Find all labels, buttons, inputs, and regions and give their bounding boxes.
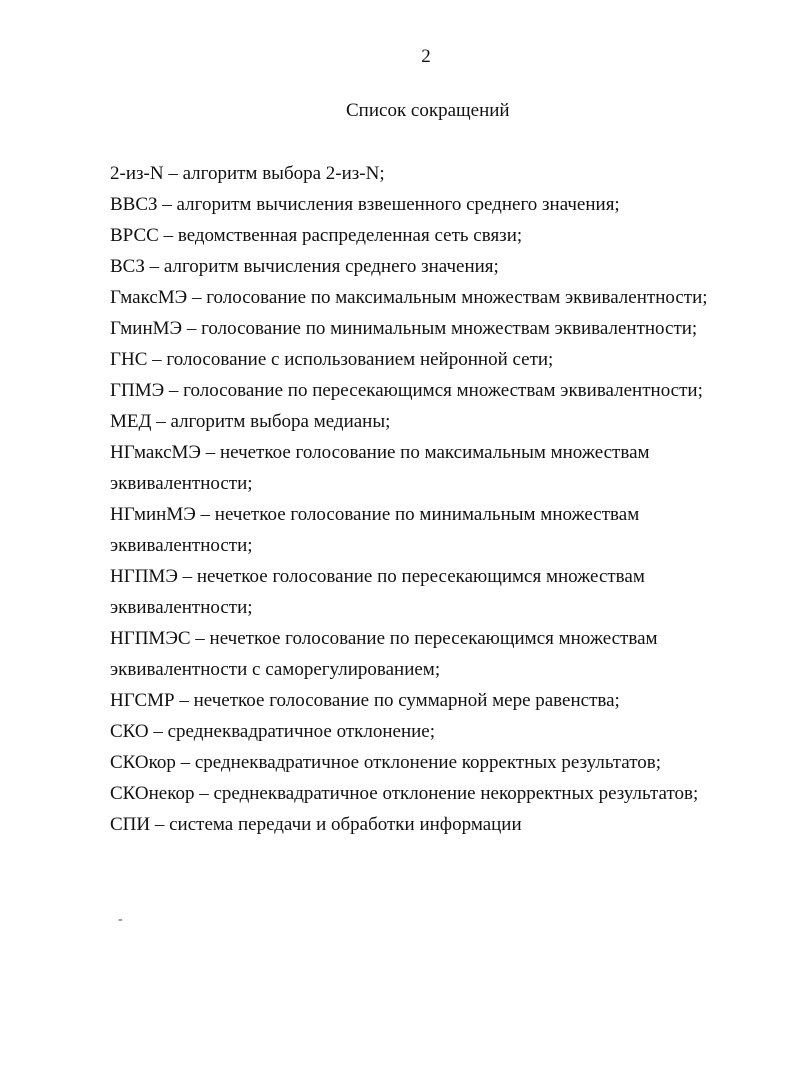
- abbreviation-definition: среднеквадратичное отклонение корректных результатов;: [194, 752, 662, 773]
- abbreviation-term: МЕД: [110, 411, 152, 432]
- abbreviation-entry: [110, 778, 750, 809]
- abbreviation-separator: –: [177, 566, 197, 587]
- abbreviation-entry: [110, 530, 750, 561]
- abbreviation-definition: голосование по пересекающимся множествам эквивалентности;: [183, 380, 703, 401]
- abbreviation-term: ВРСС: [110, 225, 159, 246]
- abbreviation-term: ГПМЭ: [110, 380, 165, 401]
- abbreviation-term: НГПМЭС: [110, 628, 191, 649]
- abbreviation-separator: –: [187, 287, 207, 308]
- abbreviation-term: СКОнекор: [110, 783, 195, 804]
- abbreviation-entry: [110, 282, 750, 313]
- abbreviation-definition: среднеквадратичное отклонение некорректных результатов;: [213, 783, 699, 804]
- abbreviation-entry: [110, 251, 750, 282]
- abbreviation-separator: –: [151, 411, 171, 432]
- abbreviation-definition: эквивалентности;: [110, 473, 253, 494]
- abbreviation-separator: –: [195, 504, 215, 525]
- abbreviation-entry: [110, 468, 750, 499]
- abbreviation-term: НГмаксМЭ: [110, 442, 201, 463]
- abbreviation-definition: голосование по максимальным множествам эквивалентности;: [206, 287, 708, 308]
- abbreviation-term: НГминМЭ: [110, 504, 196, 525]
- abbreviation-entry: [110, 623, 750, 654]
- abbreviation-definition: голосование с использованием нейронной сети;: [166, 349, 554, 370]
- abbreviation-definition: эквивалентности с саморегулированием;: [110, 659, 441, 680]
- abbreviation-entry: [110, 375, 750, 406]
- abbreviation-definition: нечеткое голосование по минимальным множествам: [214, 504, 640, 525]
- abbreviation-term: НГПМЭ: [110, 566, 178, 587]
- abbreviation-separator: –: [194, 783, 214, 804]
- abbreviation-entry: [110, 189, 750, 220]
- abbreviation-definition: нечеткое голосование по пересекающимся множествам: [209, 628, 658, 649]
- abbreviation-entry: [110, 716, 750, 747]
- abbreviation-term: ВВСЗ: [110, 194, 158, 215]
- abbreviation-term: СКО: [110, 721, 149, 742]
- abbreviation-entry: [110, 406, 750, 437]
- abbreviation-definition: эквивалентности;: [110, 535, 253, 556]
- abbreviation-separator: –: [157, 194, 177, 215]
- abbreviation-term: ВСЗ: [110, 256, 145, 277]
- abbreviation-definition: алгоритм выбора 2-из-N;: [182, 163, 385, 184]
- abbreviation-definition: алгоритм выбора медианы;: [170, 411, 391, 432]
- page-number: 2: [421, 46, 431, 67]
- abbreviation-separator: –: [174, 690, 194, 711]
- abbreviation-separator: –: [175, 752, 195, 773]
- page-title: Список сокращений: [346, 100, 510, 121]
- abbreviation-entry: [110, 747, 750, 778]
- abbreviation-term: 2-из-N: [110, 163, 164, 184]
- abbreviation-term: ГНС: [110, 349, 148, 370]
- abbreviation-definition: ведомственная распределенная сеть связи;: [177, 225, 523, 246]
- abbreviation-list: [110, 158, 750, 840]
- scan-artifact: -: [118, 912, 123, 927]
- abbreviation-definition: эквивалентности;: [110, 597, 253, 618]
- abbreviation-separator: –: [148, 721, 168, 742]
- abbreviation-entry: [110, 654, 750, 685]
- abbreviation-entry: [110, 561, 750, 592]
- abbreviation-definition: система передачи и обработки информации: [169, 814, 522, 835]
- abbreviation-separator: –: [200, 442, 220, 463]
- abbreviation-entry: [110, 809, 750, 840]
- abbreviation-term: СКОкор: [110, 752, 176, 773]
- abbreviation-definition: голосование по минимальным множествам эквивалентности;: [201, 318, 698, 339]
- abbreviation-definition: алгоритм вычисления среднего значения;: [163, 256, 499, 277]
- abbreviation-separator: –: [182, 318, 202, 339]
- abbreviation-term: ГминМЭ: [110, 318, 183, 339]
- abbreviation-term: СПИ: [110, 814, 151, 835]
- abbreviation-entry: [110, 158, 750, 189]
- abbreviation-separator: –: [190, 628, 210, 649]
- abbreviation-definition: алгоритм вычисления взвешенного среднего значения;: [176, 194, 620, 215]
- abbreviation-separator: –: [163, 163, 183, 184]
- abbreviation-term: НГСМР: [110, 690, 175, 711]
- abbreviation-entry: [110, 685, 750, 716]
- abbreviation-entry: [110, 220, 750, 251]
- abbreviation-separator: –: [144, 256, 164, 277]
- abbreviation-entry: [110, 592, 750, 623]
- abbreviation-entry: [110, 499, 750, 530]
- abbreviation-definition: нечеткое голосование по суммарной мере равенства;: [193, 690, 620, 711]
- abbreviation-separator: –: [158, 225, 178, 246]
- abbreviation-separator: –: [150, 814, 170, 835]
- abbreviation-separator: –: [147, 349, 167, 370]
- abbreviation-entry: [110, 344, 750, 375]
- abbreviation-definition: среднеквадратичное отклонение;: [167, 721, 435, 742]
- abbreviation-definition: нечеткое голосование по пересекающимся множествам: [196, 566, 645, 587]
- abbreviation-entry: [110, 437, 750, 468]
- abbreviation-definition: нечеткое голосование по максимальным множествам: [219, 442, 650, 463]
- abbreviation-separator: –: [164, 380, 184, 401]
- abbreviation-entry: [110, 313, 750, 344]
- abbreviation-term: ГмаксМЭ: [110, 287, 188, 308]
